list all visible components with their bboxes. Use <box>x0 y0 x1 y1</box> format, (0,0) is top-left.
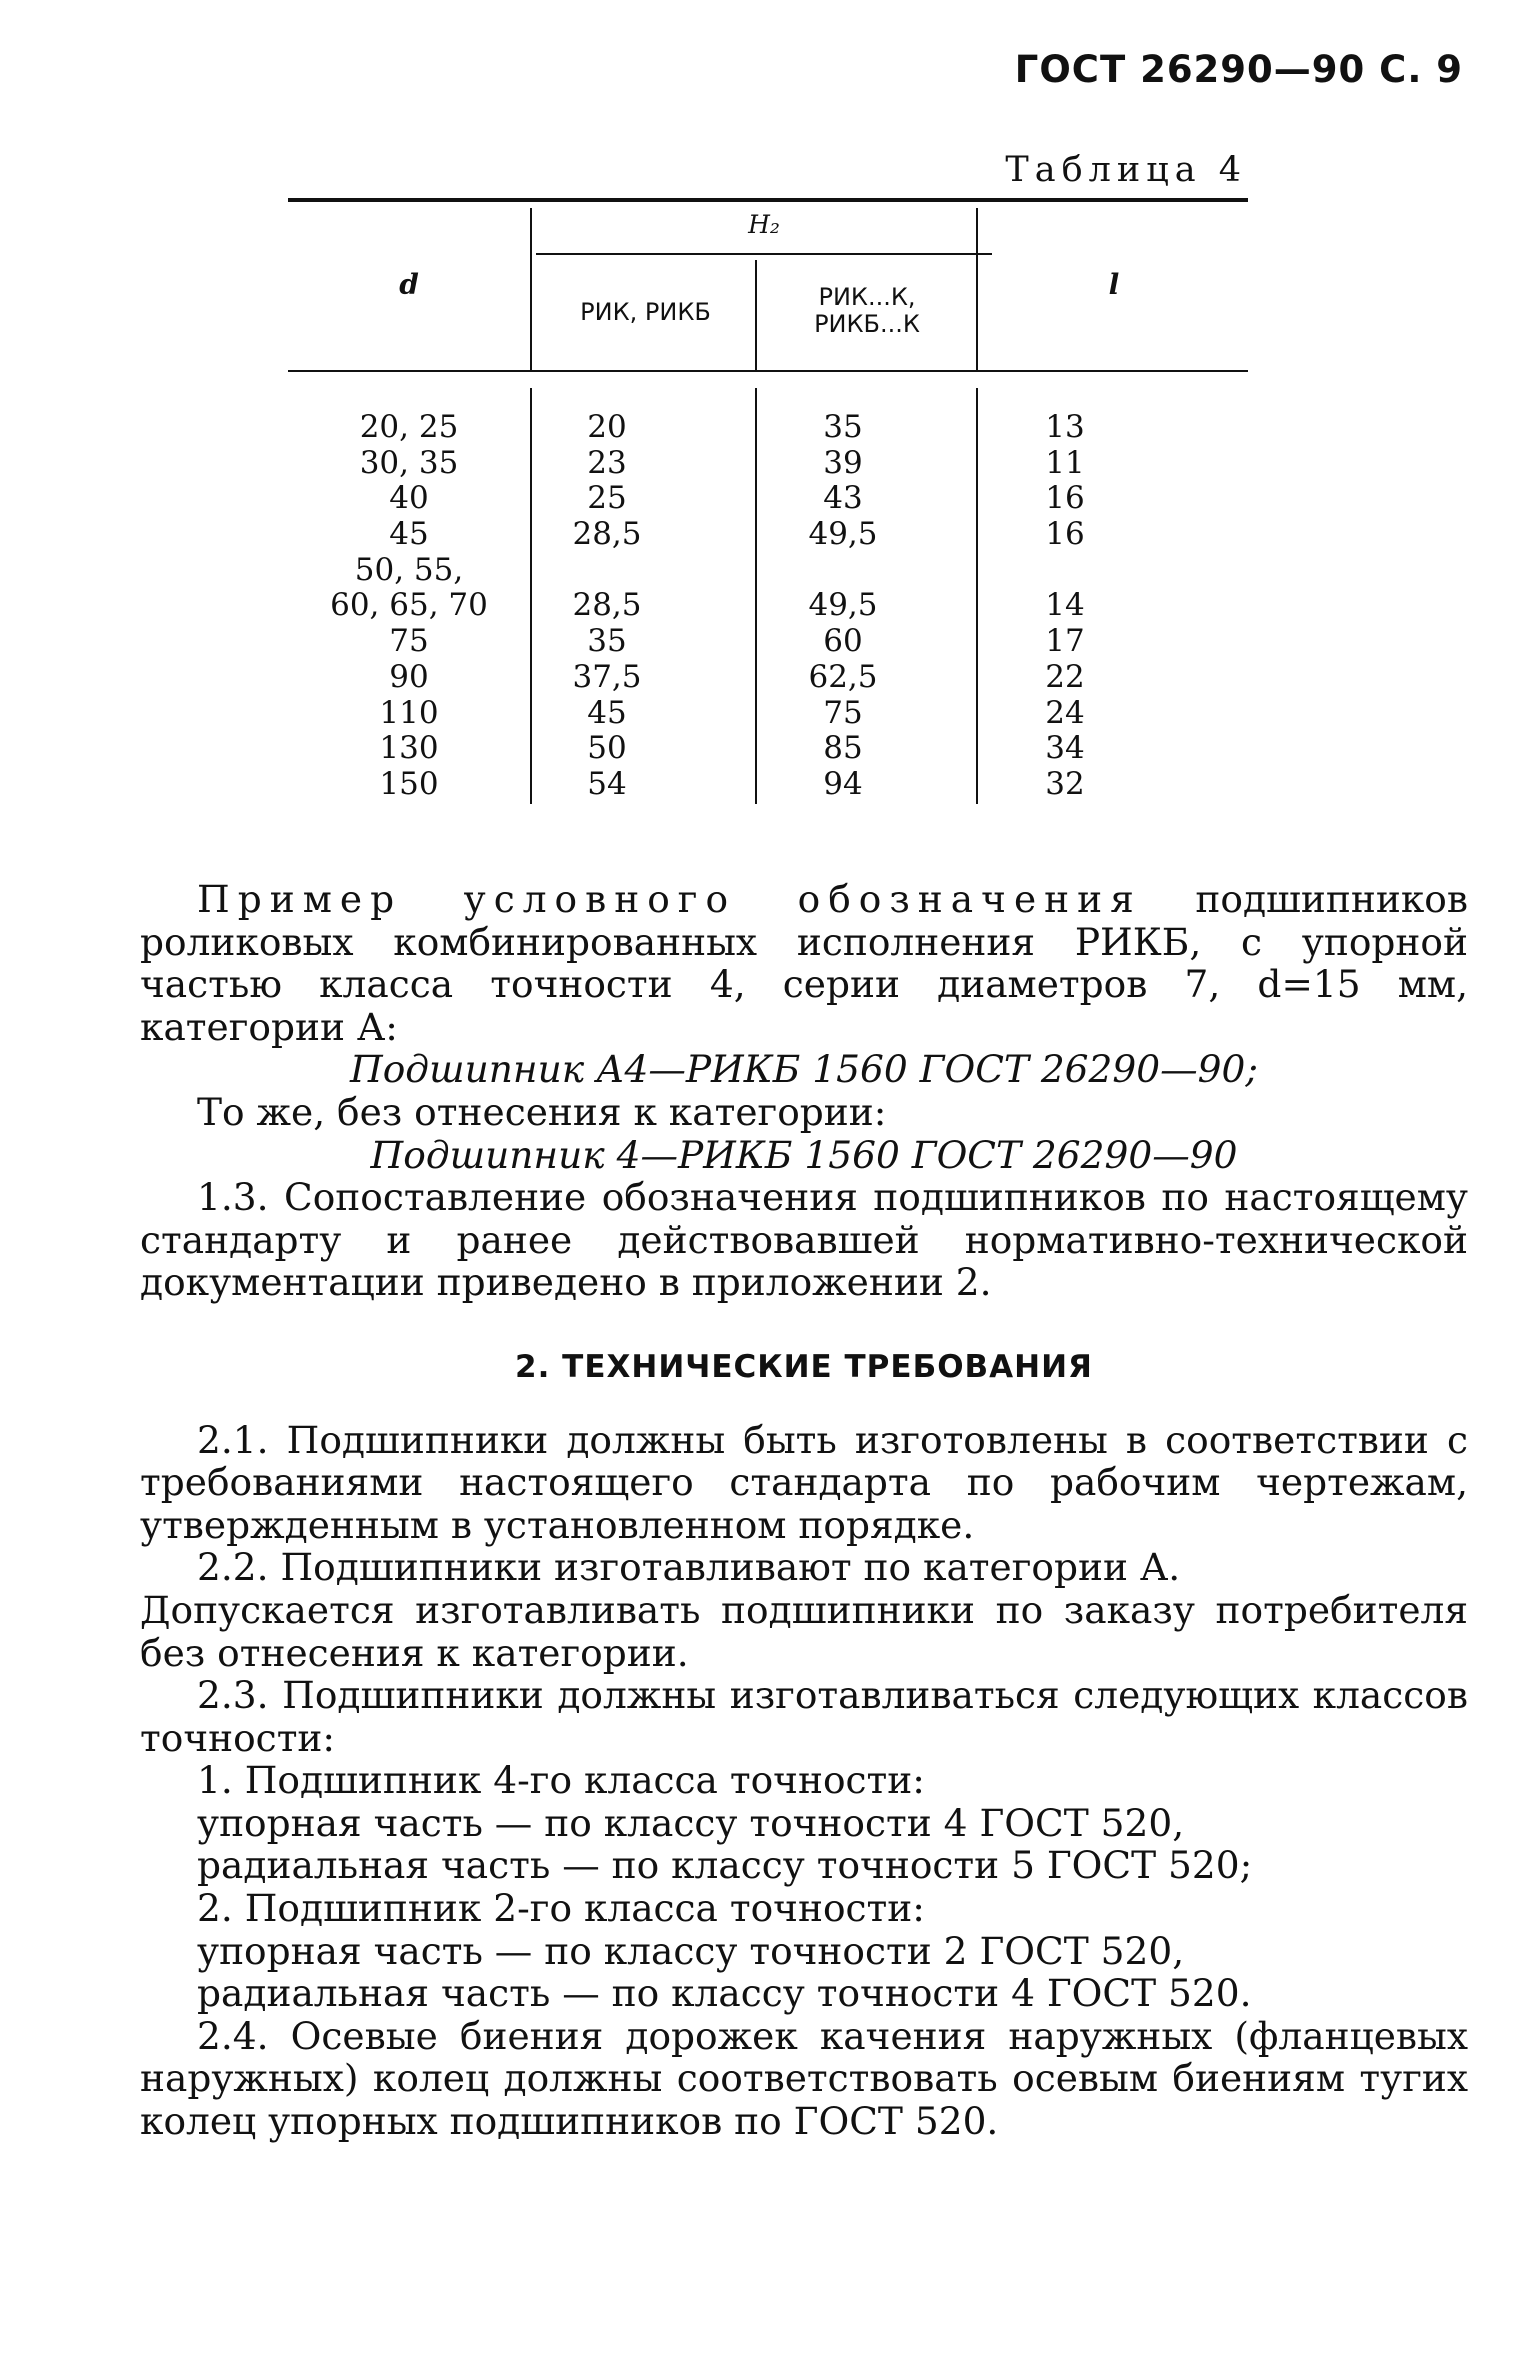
example-designation: Подшипник А4—РИКБ 1560 ГОСТ 26290—90; <box>350 1047 1258 1092</box>
list-item-2-title: 2. Подшипник 2-го класса точности: <box>197 1886 925 1931</box>
designation-2: Подшипник 4—РИКБ 1560 ГОСТ 26290—90 <box>370 1132 1238 1177</box>
cell-d: 75 <box>389 623 429 660</box>
cell-h2-rik: 20 <box>587 409 627 445</box>
cell-l: 16 <box>1045 516 1085 553</box>
cell-d: 60, 65, 70 <box>330 587 488 624</box>
column-header-rik-k <box>758 284 976 338</box>
cell-h2-rik: 54 <box>587 765 627 802</box>
cell-h2-rik-k: 62,5 <box>808 658 878 695</box>
cell-h2-rik-k: 60 <box>823 623 863 660</box>
paragraph-2-3: 2.3. Подшипники должны изготавливаться следующих классов точности: <box>140 1673 1468 1760</box>
page-header: ГОСТ 26290—90 С. 9 <box>1014 48 1463 91</box>
column-header-line: РИК...К, <box>818 283 916 311</box>
column-group-header-h2: H₂ <box>748 210 780 239</box>
cell-d: 20, 25 <box>359 409 459 445</box>
paragraph-2-1: 2.1. Подшипники должны быть изготовлены в соответствии с требованиями настоящего стандарта по рабочим чертежам, утвержденным в установленном порядке. <box>140 1417 1468 1547</box>
list-item-1-thrust: упорная часть — по классу точности 4 ГОСТ 520, <box>197 1800 1185 1845</box>
cell-h2-rik: 23 <box>587 444 627 481</box>
body-text <box>140 878 1468 2143</box>
cell-h2-rik-k: 39 <box>823 444 863 481</box>
list-item-1-title: 1. Подшипник 4-го класса точности: <box>197 1758 925 1803</box>
cell-h2-rik-k: 85 <box>823 730 863 767</box>
table-body <box>288 410 1248 803</box>
table-subheader-rule <box>536 253 992 255</box>
paragraph-2-4: 2.4. Осевые биения дорожек качения наружных (фланцевых наружных) колец должны соответствовать осевым биениям тугих колец упорных подшипников по ГОСТ 520. <box>140 2013 1468 2144</box>
cell-d: 90 <box>389 658 429 695</box>
cell-d: 45 <box>389 516 429 553</box>
cell-h2-rik: 35 <box>587 623 627 660</box>
table-row <box>288 660 1248 696</box>
cell-d: 130 <box>379 730 439 767</box>
example-lead: Пример условного обозначения <box>197 877 1142 921</box>
table-row <box>288 731 1248 767</box>
section-title: 2. ТЕХНИЧЕСКИЕ ТРЕБОВАНИЯ <box>515 1348 1093 1385</box>
cell-h2-rik: 25 <box>587 480 627 517</box>
cell-h2-rik: 28,5 <box>572 516 642 553</box>
cell-d: 40 <box>389 480 429 517</box>
cell-h2-rik-k: 75 <box>823 694 863 731</box>
table-row <box>288 553 1248 589</box>
column-header-l: l <box>1108 268 1120 301</box>
list-item-2-thrust: упорная часть — по классу точности 2 ГОСТ 520, <box>197 1928 1185 1973</box>
cell-d: 150 <box>379 765 439 802</box>
cell-l: 16 <box>1045 480 1085 517</box>
cell-h2-rik-k: 43 <box>823 480 863 517</box>
cell-h2-rik: 50 <box>587 730 627 767</box>
cell-d: 110 <box>379 694 439 731</box>
table-row <box>288 767 1248 803</box>
paragraph-2-2: 2.2. Подшипники изготавливают по категории А. <box>197 1545 1181 1590</box>
table-row <box>288 517 1248 553</box>
table-row <box>288 696 1248 732</box>
cell-d: 30, 35 <box>359 444 459 481</box>
table-4 <box>288 198 1248 810</box>
table-row <box>288 481 1248 517</box>
table-row <box>288 410 1248 446</box>
cell-l: 22 <box>1045 658 1085 695</box>
cell-l: 13 <box>1045 409 1085 445</box>
cell-h2-rik-k: 49,5 <box>808 587 878 624</box>
column-header-d: d <box>399 268 419 301</box>
table-row <box>288 588 1248 624</box>
table-divider <box>755 260 757 370</box>
paragraph-1-3: 1.3. Сопоставление обозначения подшипников по настоящему стандарту и ранее действовавшей нормативно-технической документации приведено в приложении 2. <box>140 1175 1468 1305</box>
cell-l: 14 <box>1045 587 1085 624</box>
cell-h2-rik-k: 94 <box>823 765 863 802</box>
cell-h2-rik-k: 49,5 <box>808 516 878 553</box>
paragraph-2-2b: Допускается изготавливать подшипники по заказу потребителя без отнесения к категории. <box>140 1587 1468 1675</box>
cell-l: 11 <box>1045 444 1085 481</box>
cell-l: 24 <box>1045 694 1085 731</box>
cell-h2-rik-k: 35 <box>823 409 863 445</box>
cell-d: 50, 55, <box>354 551 464 588</box>
cell-h2-rik: 37,5 <box>572 658 642 695</box>
table-row <box>288 446 1248 482</box>
list-item-2-radial: радиальная часть — по классу точности 4 ГОСТ 520. <box>197 1971 1252 2016</box>
table-caption: Таблица 4 <box>1005 150 1247 190</box>
example-text: подшипников роликовых комбинированных исполнения РИКБ, с упорной частью класса точности 4, серии диаметров 7, d=15 мм, категории А: <box>140 877 1468 1049</box>
list-item-1-radial: радиальная часть — по классу точности 5 ГОСТ 520; <box>197 1843 1253 1888</box>
table-row <box>288 624 1248 660</box>
cell-h2-rik: 45 <box>587 694 627 731</box>
column-header-rik-rikb: РИК, РИКБ <box>580 298 711 326</box>
cell-l: 32 <box>1045 765 1085 802</box>
example-paragraph <box>140 878 1468 1048</box>
table-header-rule <box>288 370 1248 372</box>
table-top-rule <box>288 198 1248 202</box>
cell-l: 17 <box>1045 623 1085 660</box>
column-header-line: РИКБ...К <box>814 310 920 338</box>
cell-l: 34 <box>1045 730 1085 767</box>
same-without-category: То же, без отнесения к категории: <box>197 1089 887 1134</box>
cell-h2-rik: 28,5 <box>572 587 642 624</box>
table-divider <box>530 208 532 370</box>
